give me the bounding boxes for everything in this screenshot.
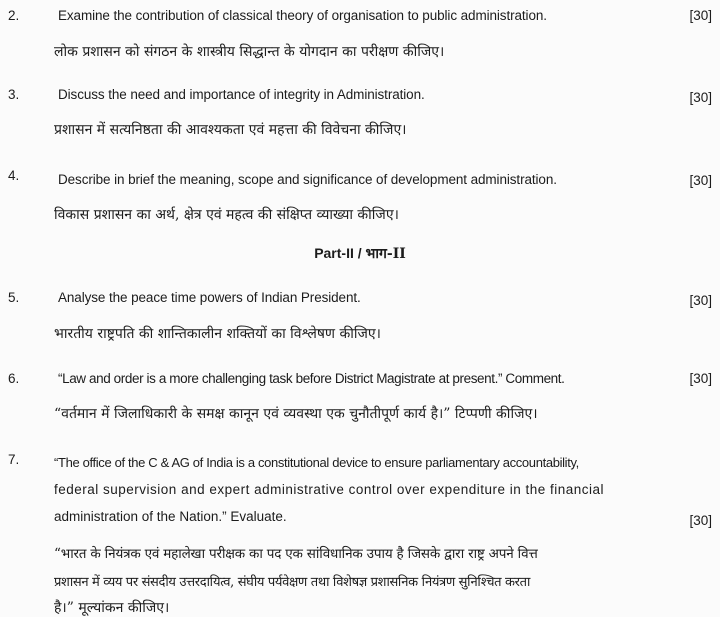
question-marks: [30] — [689, 371, 712, 386]
part-heading-english: Part-II — [314, 245, 354, 261]
question-marks: [30] — [689, 173, 712, 188]
question-marks: [30] — [689, 293, 712, 308]
question-text-hindi-line: है।” मूल्यांकन कीजिए। — [54, 600, 170, 616]
part-heading — [0, 244, 720, 263]
question-text-english: Describe in brief the meaning, scope and significance of development administration. — [58, 172, 557, 187]
part-heading-hindi: भाग-II — [365, 246, 406, 262]
question-text-english-line: federal supervision and expert administrative control over expenditure in the financial — [54, 482, 605, 497]
question-number: 4. — [8, 168, 20, 183]
part-heading-separator: / — [357, 245, 362, 261]
question-text-english: “Law and order is a more challenging task before District Magistrate at present.” Comment. — [58, 371, 565, 386]
question-marks: [30] — [689, 8, 712, 23]
question-number: 2. — [8, 8, 20, 23]
question-text-english-line: “The office of the C & AG of India is a constitutional device to ensure parliamentary accountability, — [54, 455, 579, 470]
question-text-english: Discuss the need and importance of integrity in Administration. — [58, 87, 425, 102]
question-text-english: Analyse the peace time powers of Indian President. — [58, 290, 361, 305]
question-marks: [30] — [689, 513, 712, 528]
question-text-hindi: प्रशासन में सत्यनिष्ठता की आवश्यकता एवं महत्ता की विवेचना कीजिए। — [54, 122, 407, 138]
question-text-hindi: लोक प्रशासन को संगठन के शास्त्रीय सिद्धान्त के योगदान का परीक्षण कीजिए। — [54, 44, 445, 60]
question-number: 5. — [8, 290, 20, 305]
question-text-hindi: भारतीय राष्ट्रपति की शान्तिकालीन शक्तियों का विश्लेषण कीजिए। — [54, 326, 381, 342]
question-number: 3. — [8, 87, 20, 102]
question-text-hindi-line: “भारत के नियंत्रक एवं महालेखा परीक्षक का पद एक सांविधानिक उपाय है जिसके द्वारा राष्ट्र अपने वित्त — [54, 546, 538, 562]
question-number: 6. — [8, 371, 20, 386]
question-marks: [30] — [689, 90, 712, 105]
question-number: 7. — [8, 452, 20, 467]
question-text-hindi: “वर्तमान में जिलाधिकारी के समक्ष कानून एवं व्यवस्था एक चुनौतीपूर्ण कार्य है।” टिप्पणी कीजिए। — [54, 406, 538, 422]
question-text-hindi-line: प्रशासन में व्यय पर संसदीय उत्तरदायित्व, संघीय पर्यवेक्षण तथा विशेषज्ञ प्रशासनिक नियंत्रण सुनिश्चित करता — [54, 575, 530, 590]
question-text-english: Examine the contribution of classical theory of organisation to public administration. — [58, 8, 547, 23]
question-text-hindi: विकास प्रशासन का अर्थ, क्षेत्र एवं महत्व की संक्षिप्त व्याख्या कीजिए। — [54, 207, 399, 223]
question-text-english-line: administration of the Nation.” Evaluate. — [54, 509, 287, 524]
